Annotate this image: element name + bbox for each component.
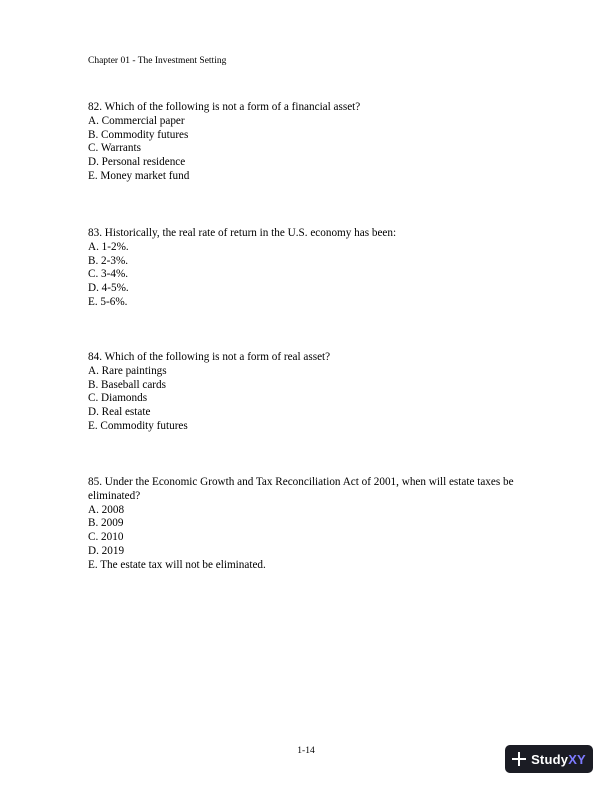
answer-option-a: A. Commercial paper	[88, 114, 185, 127]
answer-option-d: D. Personal residence	[88, 156, 186, 169]
question-text: 82. Which of the following is not a form of a financial asset?	[88, 101, 361, 113]
answer-option-a: A. 1-2%.	[88, 240, 129, 253]
answer-option-d: D. Real estate	[88, 406, 151, 419]
answer-option-c: C. Diamonds	[88, 392, 148, 405]
answer-option-a: A. Rare paintings	[88, 364, 167, 377]
question-text: 84. Which of the following is not a form of real asset?	[88, 351, 331, 363]
brand-main: Study	[531, 751, 569, 767]
brand-accent: XY	[568, 751, 586, 767]
plus-icon	[512, 752, 526, 766]
question-84	[88, 351, 538, 434]
answer-option-d: D. 2019	[88, 544, 125, 557]
answer-option-a: A. 2008	[88, 503, 125, 516]
question-83	[88, 227, 538, 310]
question-text: 83. Historically, the real rate of return in the U.S. economy has been:	[88, 227, 397, 239]
answer-option-e: E. Money market fund	[88, 169, 190, 182]
question-text: 85. Under the Economic Growth and Tax Reconciliation Act of 2001, when will estate taxes be eliminated?	[88, 476, 514, 502]
answer-option-d: D. 4-5%.	[88, 282, 129, 295]
answer-option-e: E. Commodity futures	[88, 419, 188, 432]
page-number: 1-14	[297, 746, 315, 756]
question-82	[88, 101, 538, 184]
answer-option-c: C. Warrants	[88, 142, 141, 155]
studyxy-badge[interactable]	[505, 745, 593, 773]
answer-option-c: C. 2010	[88, 531, 124, 544]
answer-option-b: B. 2009	[88, 517, 124, 530]
answer-option-b: B. Baseball cards	[88, 378, 166, 391]
chapter-header: Chapter 01 - The Investment Setting	[88, 56, 227, 66]
question-85	[88, 476, 538, 573]
answer-option-e: E. The estate tax will not be eliminated.	[88, 558, 266, 571]
answer-option-b: B. 2-3%.	[88, 254, 129, 267]
answer-option-e: E. 5-6%.	[88, 295, 128, 308]
answer-option-b: B. Commodity futures	[88, 128, 189, 141]
answer-option-c: C. 3-4%.	[88, 268, 129, 281]
studyxy-logo-text	[531, 752, 586, 767]
